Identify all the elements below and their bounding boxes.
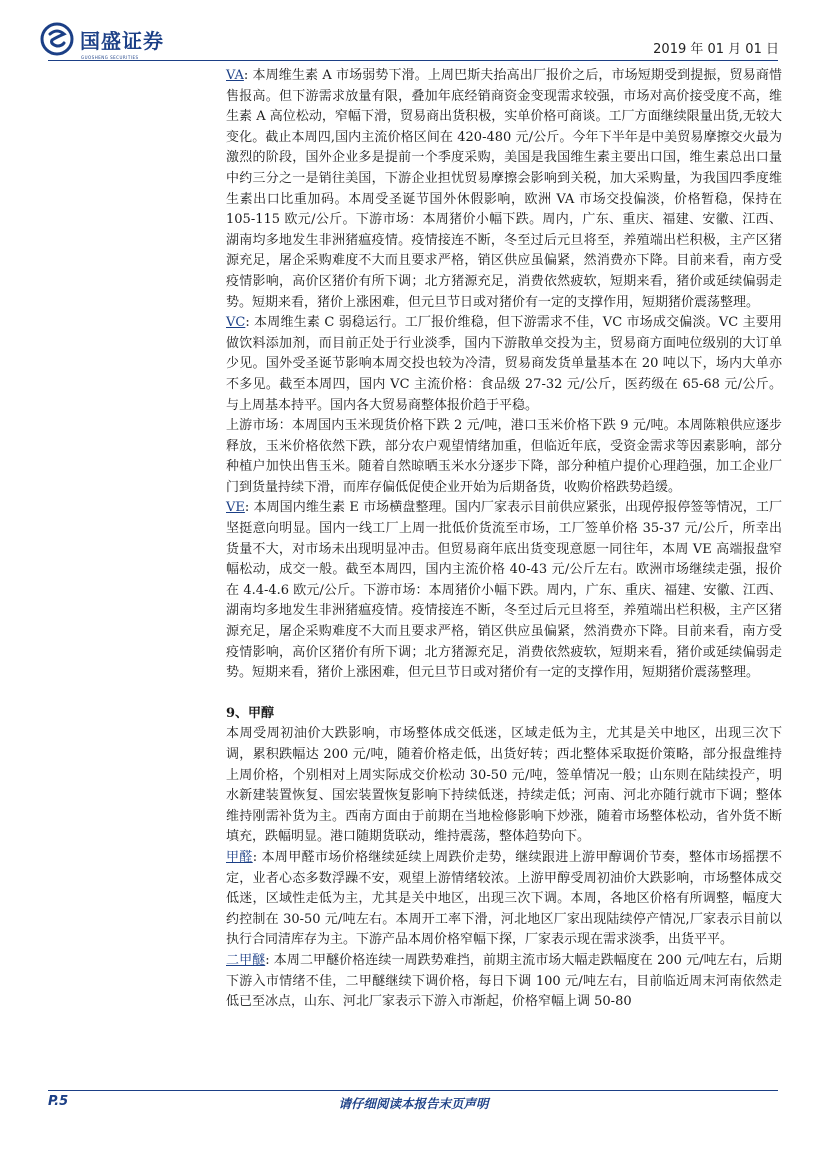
formaldehyde-tag: 甲醛 — [226, 849, 253, 865]
guosheng-logo-icon — [40, 22, 74, 56]
paragraph-formaldehyde — [226, 848, 782, 951]
paragraph-ve — [226, 498, 782, 683]
paragraph-vc — [226, 313, 782, 416]
footer-divider — [48, 1090, 778, 1091]
formaldehyde-text: : 本周甲醛市场价格继续延续上周跌价走势，继续跟进上游甲醇调价节奏，整体市场摇摆不定，业者心态多数浮躁不安，观望上游情绪较浓。上游甲醇受周初油价大跌影响，市场整体成交低迷，区域性走低为主，尤其是关中地区，出现三次下调。本周，各地区价格有所调整，幅度大约控制在 30-50 元/吨左右。本周开工率下滑，河北地区厂家出现陆续停产情况,厂家表示目前以执行合同清库存为主。下游产品本周价格窄幅下探，厂家表示现在需求淡季，出货平平。 — [226, 849, 782, 948]
report-date: 2019 年 01 月 01 日 — [653, 42, 779, 57]
vc-tag: VC — [226, 315, 246, 331]
company-logo — [40, 22, 164, 56]
va-tag: VA — [226, 68, 244, 83]
footer-disclaimer: 请仔细阅读本报告末页声明 — [338, 1096, 489, 1111]
ve-text: : 本周国内维生素 E 市场横盘整理。国内厂家表示目前供应紧张，出现停报停签等情况，工厂坚挺意向明显。国内一线工厂上周一批低价货流至市场，工厂签单价格 35-37 元/公斤，所幸出货量不大，对市场未出现明显冲击。但贸易商年底出货变现意愿一同往年，本周 VE 高端报盘窄幅松动，成交一般。截至本周四，国内主流价格 40-43 元/公斤左右。欧洲市场继续走强，报价在 4.4-4.6 欧元/公斤。下游市场：本周猪价小幅下跌。周内，广东、重庆、福建、安徽、江西、湖南均多地发生非洲猪瘟疫情。疫情接连不断，冬至过后元旦将至，养殖端出栏积极，主产区猪源充足，屠企采购难度不大而且要求严格，销区供应虽偏紧，然消费亦下降。目前来看，南方受疫情影响，高价区猪价有所下调；北方猪源充足，消费依然疲软，短期来看，猪价或延续偏弱走势。短期来看，猪价上涨困难，但元旦节日或对猪价有一定的支撑作用，短期猪价震荡整理。 — [226, 500, 782, 681]
page-number: P.5 — [48, 1094, 69, 1109]
paragraph-methanol: 本周受周初油价大跌影响，市场整体成交低迷，区域走低为主，尤其是关中地区，出现三次下调，累积跌幅达 200 元/吨，随着价格走低，出货好转；西北整体采取挺价策略，部分报盘维持上周价格，个别相对上周实际成交价松动 30-50 元/吨，签单情况一般；山东则在陆续投产，明水新建装置恢复、国宏装置恢复影响下持续低迷，持续走低；河南、河北亦随行就市下调；整体维持刚需补货为主。西南方面由于前期在当地检修影响下炒涨，随着市场整体松动，省外货不断填充，跌幅明显。港口随期货联动，维持震荡，整体趋势向下。 — [226, 726, 782, 845]
logo-text: 国盛证券 — [80, 28, 164, 53]
paragraph-dme — [226, 951, 782, 1013]
va-text: : 本周维生素 A 市场弱势下滑。上周巴斯夫抬高出厂报价之后，市场短期受到提振，贸易商惜售报高。但下游需求放量有限，叠加年底经销商资金变现需求较强，市场对高价接受度不高，维生素 A 高位松动，窄幅下滑，贸易商出货积极，实单价格可商谈。工厂方面继续限量出货,无较大变化。截止本周四,国内主流价格区间在 420-480 元/公斤。今年下半年是中美贸易摩擦交火最为激烈的阶段，国外企业多是提前一个季度采购，美国是我国维生素主要出口国，维生素总出口量中约三分之一是销往美国，下游企业担忧贸易摩擦会影响到关税，加大采购量，为我国四季度维生素出口比重加码。本周受圣诞节国外休假影响，欧洲 VA 市场交投偏淡，价格暂稳，保持在 105-115 欧元/公斤。下游市场：本周猪价小幅下跌。周内，广东、重庆、福建、安徽、江西、湖南均多地发生非洲猪瘟疫情。疫情接连不断，冬至过后元旦将至，养殖端出栏积极，主产区猪源充足，屠企采购难度不大而且要求严格，销区供应虽偏紧，然消费亦下降。目前来看，南方受疫情影响，高价区猪价有所下调；北方猪源充足，消费依然疲软，短期来看，猪价或延续偏弱走势。短期来看，猪价上涨困难，但元旦节日或对猪价有一定的支撑作用，短期猪价震荡整理。 — [226, 68, 782, 310]
dme-tag: 二甲醚 — [226, 952, 266, 968]
report-body — [226, 66, 782, 1013]
logo-subtitle: GUOSHENG SECURITIES — [81, 55, 139, 60]
paragraph-upstream: 上游市场：本周国内玉米现货价格下跌 2 元/吨，港口玉米价格下跌 9 元/吨。本周陈粮供应逐步释放，玉米价格依然下跌，部分农户观望情绪加重，但临近年底，受资金需求等因素影响，部分种植户加快出售玉米。随着自然晾晒玉米水分逐步下降，部分种植户提价心理趋强，加工企业厂门到货量持续下滑，而库存偏低促使企业开始为后期备货，收购价格跌势趋缓。 — [226, 418, 782, 495]
header-divider — [48, 60, 778, 61]
paragraph-va — [226, 66, 782, 313]
vc-text: : 本周维生素 C 弱稳运行。工厂报价维稳，但下游需求不佳，VC 市场成交偏淡。VC 主要用做饮料添加剂，而目前正处于行业淡季，国内下游散单交投为主，贸易商方面吨位级别的大订单少见。国外受圣诞节影响本周交投也较为冷清，贸易商发货单量基本在 20 吨以下，场内大单亦不多见。截至本周四，国内 VC 主流价格：食品级 27-32 元/公斤，医药级在 65-68 元/公斤。与上周基本持平。国内各大贸易商整体报价趋于平稳。 — [226, 315, 782, 413]
dme-text: : 本周二甲醚价格连续一周跌势难挡，前期主流市场大幅走跌幅度在 200 元/吨左右，后期下游入市情绪不佳，二甲醚继续下调价格，每日下调 100 元/吨左右，目前临近周末河南依然走低已至冰点，山东、河北厂家表示下游入市渐起，价格窄幅上调 50-80 — [226, 952, 782, 1010]
page-header — [0, 0, 827, 64]
ve-tag: VE — [226, 500, 245, 516]
section-title-methanol: 9、甲醇 — [226, 705, 275, 721]
